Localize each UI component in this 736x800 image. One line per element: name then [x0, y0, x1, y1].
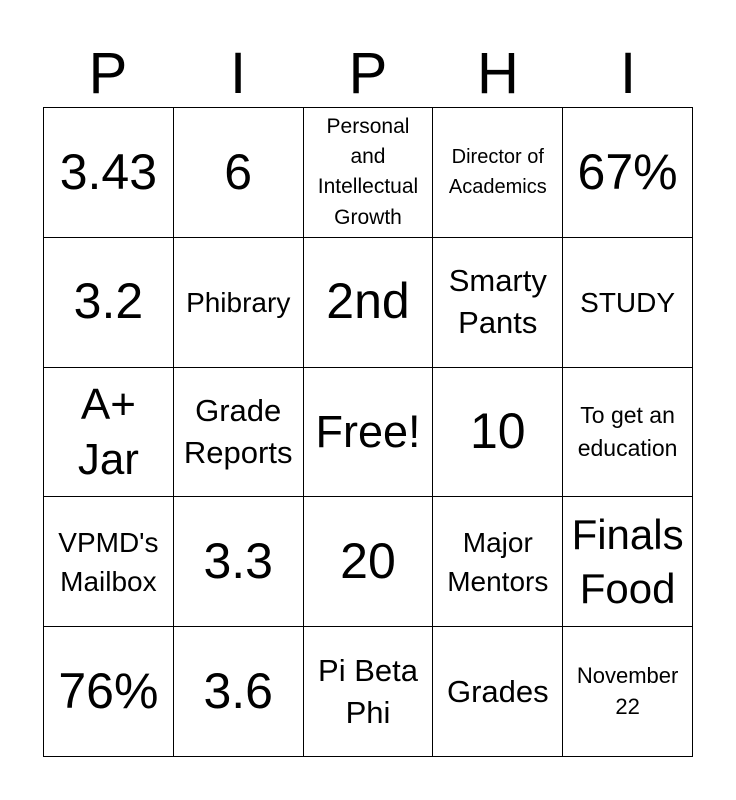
bingo-cell[interactable]	[44, 238, 174, 368]
cell-text: 10	[469, 403, 526, 460]
cell-text: To get an education	[577, 402, 678, 461]
bingo-cell[interactable]	[563, 627, 693, 757]
bingo-cell[interactable]	[304, 497, 434, 627]
cell-text: 3.6	[203, 662, 273, 719]
bingo-cell[interactable]	[304, 627, 434, 757]
cell-text: STUDY	[580, 286, 676, 318]
bingo-cell[interactable]	[44, 627, 174, 757]
bingo-cell[interactable]	[433, 238, 563, 368]
cell-text: Grades	[446, 673, 549, 709]
bingo-cell[interactable]	[174, 108, 304, 238]
bingo-cell[interactable]	[44, 497, 174, 627]
bingo-board	[43, 107, 693, 757]
cell-text: 3.2	[73, 273, 144, 330]
bingo-cell[interactable]	[563, 108, 693, 238]
bingo-cell[interactable]	[563, 497, 693, 627]
cell-text: Finals Food	[571, 511, 684, 612]
bingo-cell[interactable]	[433, 627, 563, 757]
cell-text: 3.43	[59, 143, 158, 200]
bingo-cell[interactable]	[433, 368, 563, 498]
cell-text: 20	[340, 533, 396, 590]
header-letter: H	[477, 41, 519, 106]
bingo-cell[interactable]	[174, 368, 304, 498]
header-letter: I	[619, 41, 637, 106]
bingo-header	[43, 40, 693, 108]
bingo-cell[interactable]	[44, 368, 174, 498]
bingo-cell[interactable]	[174, 627, 304, 757]
cell-text: 2nd	[326, 273, 410, 330]
cell-text: Free!	[315, 406, 421, 458]
bingo-cell[interactable]	[174, 497, 304, 627]
cell-text: Phibrary	[186, 286, 291, 318]
bingo-cell[interactable]	[304, 238, 434, 368]
cell-text: A+ Jar	[77, 379, 139, 484]
cell-text: 6	[224, 143, 253, 200]
cell-text: Major Mentors	[447, 526, 549, 597]
cell-text: 76%	[58, 662, 159, 719]
cell-text: Smarty Pants	[448, 263, 547, 341]
header-letter: P	[88, 41, 128, 106]
cell-text: 3.3	[203, 533, 273, 590]
bingo-cell[interactable]	[304, 368, 434, 498]
bingo-cell[interactable]	[174, 238, 304, 368]
cell-text: 67%	[577, 143, 678, 200]
cell-text: Grade Reports	[183, 393, 293, 470]
bingo-cell[interactable]	[563, 238, 693, 368]
cell-text: Director of Academics	[448, 146, 547, 199]
bingo-cell[interactable]	[433, 108, 563, 238]
bingo-cell[interactable]	[563, 368, 693, 498]
cell-text: November 22	[576, 663, 679, 719]
bingo-cell[interactable]	[433, 497, 563, 627]
header-letter: I	[229, 41, 247, 106]
bingo-cell[interactable]	[44, 108, 174, 238]
header-letter: P	[348, 41, 388, 106]
cell-text: VPMD's Mailbox	[58, 526, 159, 597]
bingo-cell[interactable]	[304, 108, 434, 238]
cell-text: Personal and Intellectual Growth	[317, 114, 419, 229]
cell-text: Pi Beta Phi	[318, 652, 418, 730]
